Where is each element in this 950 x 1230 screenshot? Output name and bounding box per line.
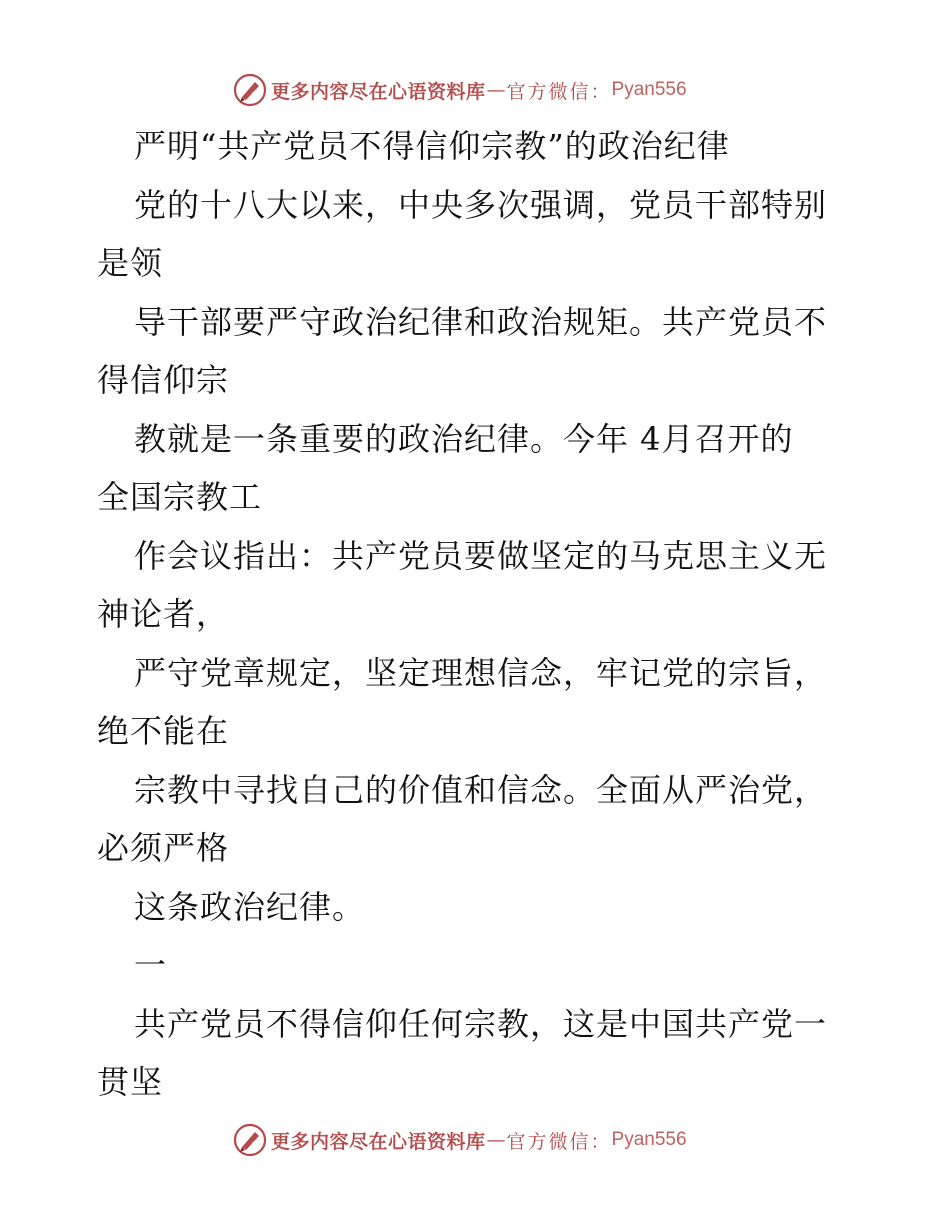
document-body [97, 117, 857, 1112]
paragraph-line: 这条政治纪律。 [134, 887, 366, 926]
document-title: 严明“共产党员不得信仰宗教”的政治纪律 [134, 127, 730, 165]
paragraph-line: 全国宗教工 [97, 478, 263, 516]
banner-site-text: 更多内容尽在心语资料库 [271, 80, 486, 103]
banner-site-text: 更多内容尽在心语资料库 [271, 1130, 486, 1153]
banner-wechat-id: Pyan556 [611, 79, 687, 100]
paragraph-line: 是领 [97, 244, 164, 282]
pen-logo-icon [233, 1123, 267, 1157]
paragraph-line: 神论者， [97, 595, 230, 633]
paragraph-line: 必须严格 [97, 829, 230, 867]
paragraph-line: 党的十八大以来，中央多次强调，党员干部特别 [134, 185, 828, 224]
paragraph-line: 绝不能在 [97, 712, 230, 750]
section-number: 一 [134, 946, 168, 984]
banner-dash: — [486, 1129, 506, 1151]
paragraph-line: 教就是一条重要的政治纪律。今年 4月召开的 [134, 419, 794, 458]
pen-logo-icon [233, 73, 267, 107]
banner-wechat-label: 官方微信： [506, 80, 612, 103]
header-banner [233, 72, 687, 108]
paragraph-line: 贯坚 [97, 1063, 164, 1101]
paragraph-line: 宗教中寻找自己的价值和信念。全面从严治党， [134, 770, 828, 809]
paragraph-line: 导干部要严守政治纪律和政治规矩。共产党员不 [134, 302, 828, 341]
paragraph-line: 得信仰宗 [97, 361, 230, 399]
footer-banner [233, 1122, 687, 1158]
paragraph-line: 共产党员不得信仰任何宗教，这是中国共产党一 [134, 1004, 828, 1043]
paragraph-line: 作会议指出：共产党员要做坚定的马克思主义无 [134, 536, 828, 575]
paragraph-line: 严守党章规定，坚定理想信念，牢记党的宗旨， [134, 653, 828, 692]
banner-wechat-id: Pyan556 [611, 1129, 687, 1150]
banner-dash: — [486, 79, 506, 101]
banner-wechat-label: 官方微信： [506, 1130, 612, 1153]
